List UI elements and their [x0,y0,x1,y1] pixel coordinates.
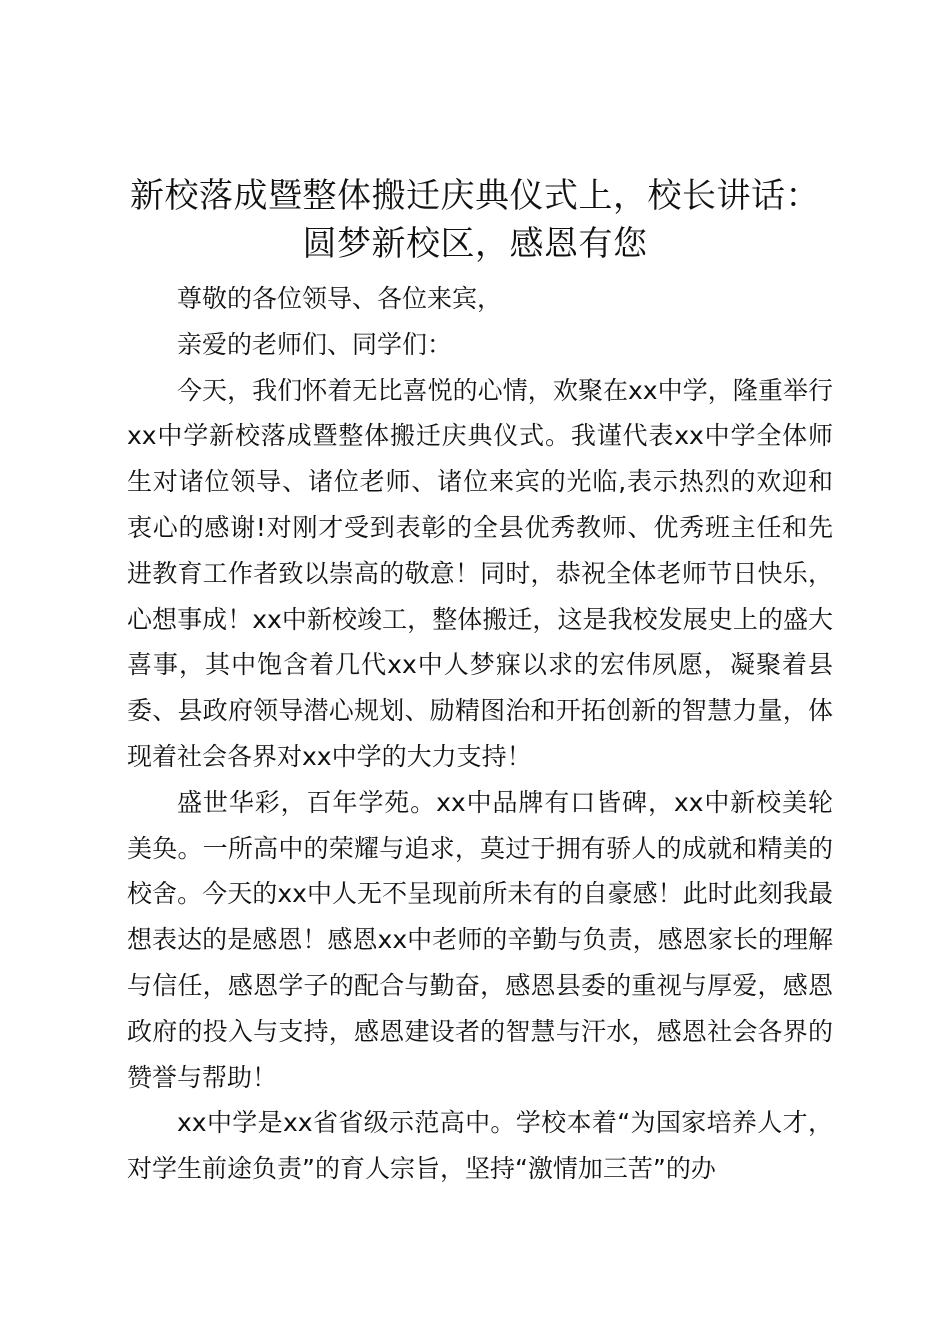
paragraph-gratitude: 盛世华彩，百年学苑。xx中品牌有口皆碑，xx中新校美轮美奂。一所高中的荣耀与追求，莫过于拥有骄人的成就和精美的校舍。今天的xx中人无不呈现前所未有的自豪感！此时此刻我最想表达的是感恩！感恩xx中老师的辛勤与负责，感恩家长的理解与信任，感恩学子的配合与勤奋，感恩县委的重视与厚爱，感恩政府的投入与支持，感恩建设者的智慧与汗水，感恩社会各界的赞誉与帮助！ [127,787,833,1092]
title-line-2: 圆梦新校区，感恩有您 [302,224,648,264]
title-line-1: 新校落成暨整体搬迁庆典仪式上，校长讲话： [130,176,820,216]
paragraph-opening: 今天，我们怀着无比喜悦的心情，欢聚在xx中学，隆重举行xx中学新校落成暨整体搬迁庆典仪式。我谨代表xx中学全体师生对诸位领导、诸位老师、诸位来宾的光临,表示热烈的欢迎和衷心的感谢!对刚才受到表彰的全县优秀教师、优秀班主任和先进教育工作者致以崇高的敬意！同时，恭祝全体老师节日快乐，心想事成！xx中新校竣工，整体搬迁，这是我校发展史上的盛大喜事，其中饱含着几代xx中人梦寐以求的宏伟夙愿，凝聚着县委、县政府领导潜心规划、励精图治和开拓创新的智慧力量，体现着社会各界对xx中学的大力支持！ [127,375,833,771]
salutation-teachers-students: 亲爱的老师们、同学们： [177,329,453,359]
document-body [127,276,833,1192]
document-title [100,172,850,268]
salutation-leaders: 尊敬的各位领导、各位来宾， [177,284,503,313]
paragraph-school-intro: xx中学是xx省省级示范高中。学校本着“为国家培养人才，对学生前途负责”的育人宗旨，坚持“激情加三苦”的办 [127,1108,833,1184]
